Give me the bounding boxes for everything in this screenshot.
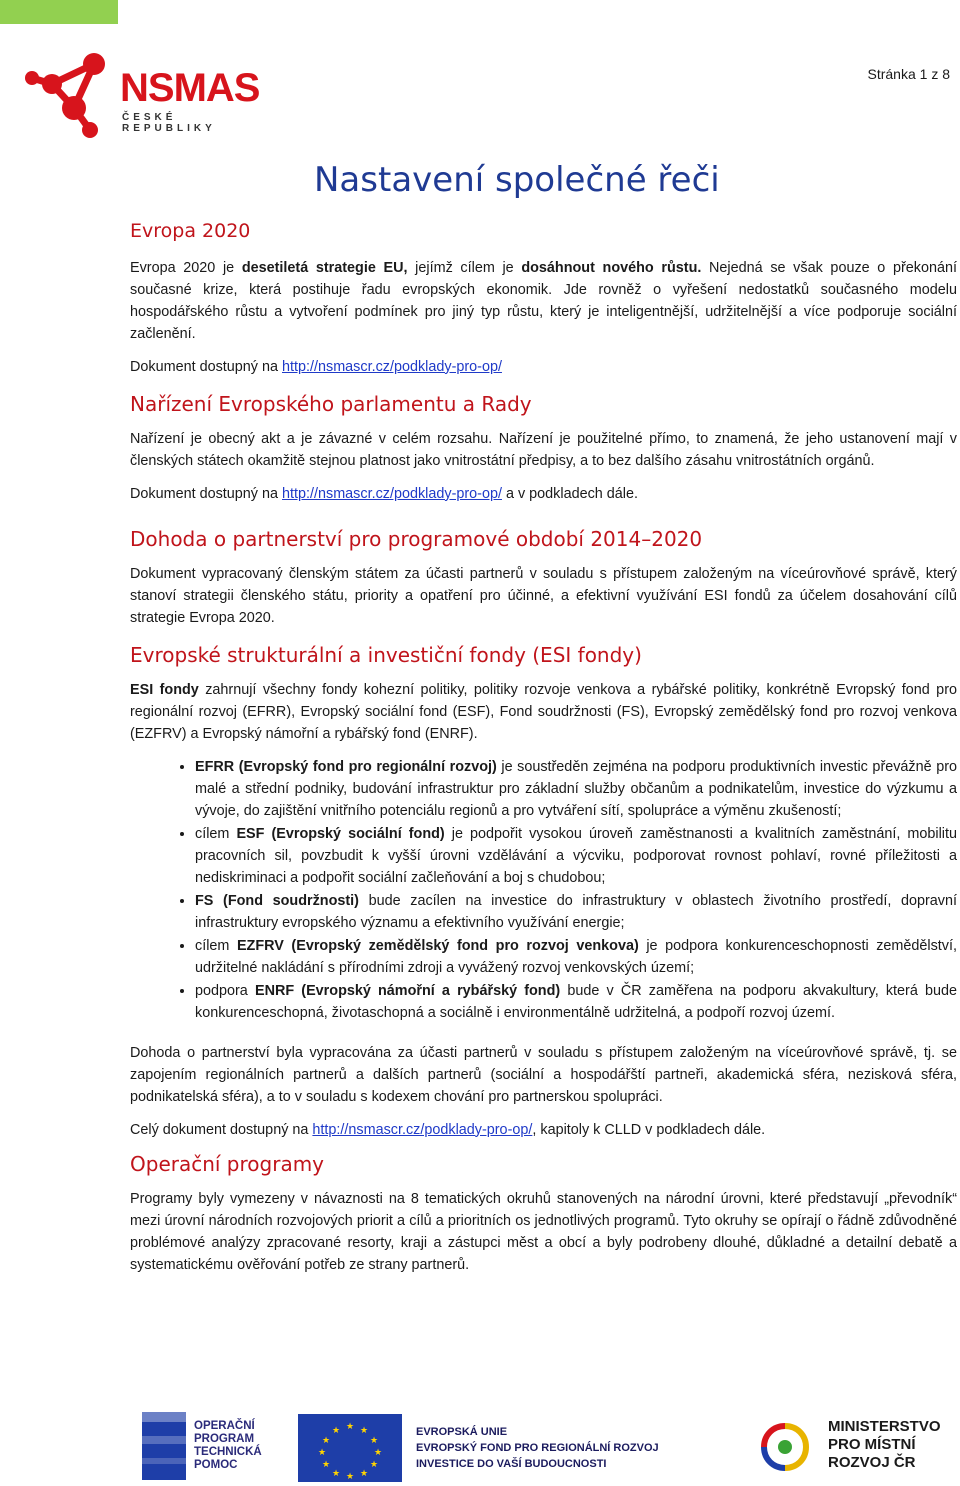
- bold-run: ESF (Evropský sociální fond): [236, 825, 445, 842]
- mmr-emblem-icon: [760, 1422, 810, 1472]
- heading-evropa-2020: Evropa 2020: [130, 220, 251, 242]
- molecule-icon: [22, 42, 122, 142]
- list-item: [195, 890, 957, 934]
- heading-esi-fondy: Evropské strukturální a investiční fondy (ESI fondy): [130, 642, 642, 667]
- text-run: cílem: [195, 825, 237, 842]
- eu-text: EVROPSKÁ UNIE: [416, 1426, 508, 1438]
- corner-accent: [0, 0, 118, 24]
- narizeni-paragraph: Nařízení je obecný akt a je závazné v celém rozsahu. Nařízení je použitelné přímo, to znamená, že jeho ustanovení mají v členských státech okamžitě stejnou platnost jako vnitrostátní předpisy, a to bez dalšího zásahu vnitrostátních orgánů.: [130, 430, 957, 469]
- optp-text: POMOC: [194, 1459, 238, 1471]
- text-run: , kapitoly k CLLD v podkladech dále.: [532, 1121, 766, 1138]
- page-number: Stránka 1 z 8: [867, 66, 950, 82]
- text-run: a v podkladech dále.: [501, 485, 638, 502]
- text-run: cílem: [195, 937, 237, 954]
- list-item: [195, 823, 957, 889]
- bold-run: EZFRV (Evropský zemědělský fond pro rozvoj venkova): [236, 937, 639, 954]
- narizeni-doc-line: [130, 483, 957, 505]
- heading-dohoda: Dohoda o partnerství pro programové období 2014–2020: [130, 526, 703, 551]
- text-run: je podpořit vysokou úroveň zaměstnanosti a kvalitních zaměstnání, mobilitu pracovních sil, povzbudit k vyšší úrovni vzdělávání a výcviku, podporovat rovnost pohlaví, rovné příležitosti a nediskriminaci a podpořit sociální začleňování a boj s chudobou;: [195, 825, 957, 886]
- list-item: [195, 980, 957, 1024]
- esi-paragraph: [130, 679, 957, 745]
- document-body: [130, 220, 957, 1287]
- mmr-text: MINISTERSTVO: [828, 1418, 941, 1435]
- logo-subtitle: ČESKÉ REPUBLIKY: [122, 112, 216, 134]
- footer-logos: [0, 1404, 960, 1486]
- dohoda-paragraph: Dokument vypracovaný členským státem za účasti partnerů v souladu s přístupem založeným na víceúrovňové správě, který stanoví strategii členského státu, priority a opatření pro účinné, a efektivní využívání ESI fondů za účelem dosahování cílů strategie Evropa 2020.: [130, 565, 957, 626]
- text-run: je podpora konkurenceschopnosti zemědělství, udržitelné nakládání s přírodními zdroji a vyvážený rozvoj venkovských území;: [195, 937, 957, 976]
- bold-run: ENRF (Evropský námořní a rybářský fond): [254, 982, 561, 999]
- text-run: podpora: [195, 982, 255, 999]
- optp-text: OPERAČNÍ: [194, 1420, 255, 1432]
- nsmascr-link[interactable]: http://nsmascr.cz/podklady-pro-op/: [312, 1121, 533, 1138]
- text-run: Evropa 2020 je: [130, 259, 242, 276]
- bold-run: ESI fondy: [130, 681, 199, 698]
- optp-text: TECHNICKÁ: [194, 1446, 262, 1458]
- heading-narizeni: Nařízení Evropského parlamentu a Rady: [130, 391, 532, 416]
- bold-run: FS (Fond soudržnosti): [195, 892, 359, 909]
- nsmascr-link[interactable]: http://nsmascr.cz/podklady-pro-op/: [282, 358, 502, 375]
- eu-text: EVROPSKÝ FOND PRO REGIONÁLNÍ ROZVOJ: [416, 1442, 659, 1454]
- clld-doc-line: [130, 1119, 957, 1141]
- text-run: bude zacílen na investice do infrastruktury v oblastech životního prostředí, dopravní infrastruktury evropského významu a efektivního využívání energie;: [195, 892, 957, 931]
- fund-list: [130, 756, 957, 1024]
- optp-mark-icon: [142, 1412, 186, 1480]
- text-run: zahrnují všechny fondy kohezní politiky, politiky rozvoje venkova a rybářské politiky, konkrétně Evropský fond pro regionální rozvoj (EFRR), Evropský sociální fond (ESF), Fond soudržnosti (FS), Evropský zemědělský fond pro rozvoj venkova (EZFRV) a Evropský námořní a rybářský fond (ENRF).: [130, 681, 957, 742]
- list-item: [195, 935, 957, 979]
- dohoda-partnerstvi-paragraph: Dohoda o partnerství byla vypracována za účasti partnerů v souladu s přístupem založeným na víceúrovňové správě, tj. se zapojením regionálních partnerů a dalších partnerů (sociální a hospodářští partneři, akademická sféra, nezisková sféra, podnikatelská sféra), a to v souladu s kodexem chování pro partnerskou spolupráci.: [130, 1044, 957, 1105]
- text-run: je soustředěn zejména na podporu produktivních investic převážně pro malé a střední podniky, budování infrastruktur pro základní služby občanům a podnikatelům, investice do výzkumu a vývoje, do zajištění vnitřního potenciálu regionů a pro vytváření sítí, spolupráce a výměnu zkušeností;: [195, 758, 957, 819]
- text-run: Dokument dostupný na: [130, 358, 282, 375]
- mmr-text: ROZVOJ ČR: [828, 1454, 916, 1471]
- operacni-programy-paragraph: Programy byly vymezeny v návaznosti na 8 tematických okruhů stanovených na národní úrovni, které představují „převodník“ mezi úrovní národních rozvojových priorit a cílů a prioritních os jednotlivých programů. Tyto okruhy se opírají o řádně zdůvodněné problémové analýzy zpracované resorty, kraji a zástupci měst a obcí a byly podrobeny dlouhé, důkladné a detailní debatě a systematickému ověřování potřeb ze strany partnerů.: [130, 1190, 957, 1273]
- optp-text: PROGRAM: [194, 1433, 255, 1445]
- bold-run: EFRR (Evropský fond pro regionální rozvoj): [195, 758, 497, 775]
- bold-run: dosáhnout nového růstu.: [521, 259, 702, 276]
- evropa-2020-paragraph: [130, 257, 957, 345]
- text-run: Nejedná se však pouze o překonání současné krize, která postihuje řadu evropských ekonomik. Jde rovněž o vyřešení nedostatků současného modelu hospodářského růstu a vytvoření podmínek pro jiný typ růstu, který je inteligentnější, udržitelnější a více podporuje sociální začlenění.: [130, 259, 957, 342]
- evropa-2020-doc-line: [130, 356, 957, 378]
- eu-text: INVESTICE DO VAŠÍ BUDOUCNOSTI: [416, 1458, 607, 1470]
- list-item: [195, 756, 957, 822]
- page-title: Nastavení společné řeči: [314, 160, 720, 200]
- bold-run: desetiletá strategie EU,: [241, 259, 408, 276]
- nsmascr-link[interactable]: http://nsmascr.cz/podklady-pro-op/: [282, 485, 502, 502]
- text-run: Dokument dostupný na: [130, 485, 282, 502]
- logo-brand: NSMAS: [120, 66, 260, 110]
- text-run: jejímž cílem je: [407, 259, 522, 276]
- eu-flag-icon: ★ ★ ★ ★ ★ ★ ★ ★ ★ ★ ★ ★: [298, 1414, 402, 1482]
- heading-operacni-programy: Operační programy: [130, 1151, 325, 1176]
- nsmas-logo: [22, 42, 272, 142]
- text-run: bude v ČR zaměřena na podporu akvakultury, která bude konkurenceschopná, životaschopná a sociálně i environmentálně udržitelná, a podpoří rozvoj území.: [195, 982, 957, 1021]
- text-run: Celý dokument dostupný na: [130, 1121, 313, 1138]
- mmr-text: PRO MÍSTNÍ: [828, 1436, 916, 1453]
